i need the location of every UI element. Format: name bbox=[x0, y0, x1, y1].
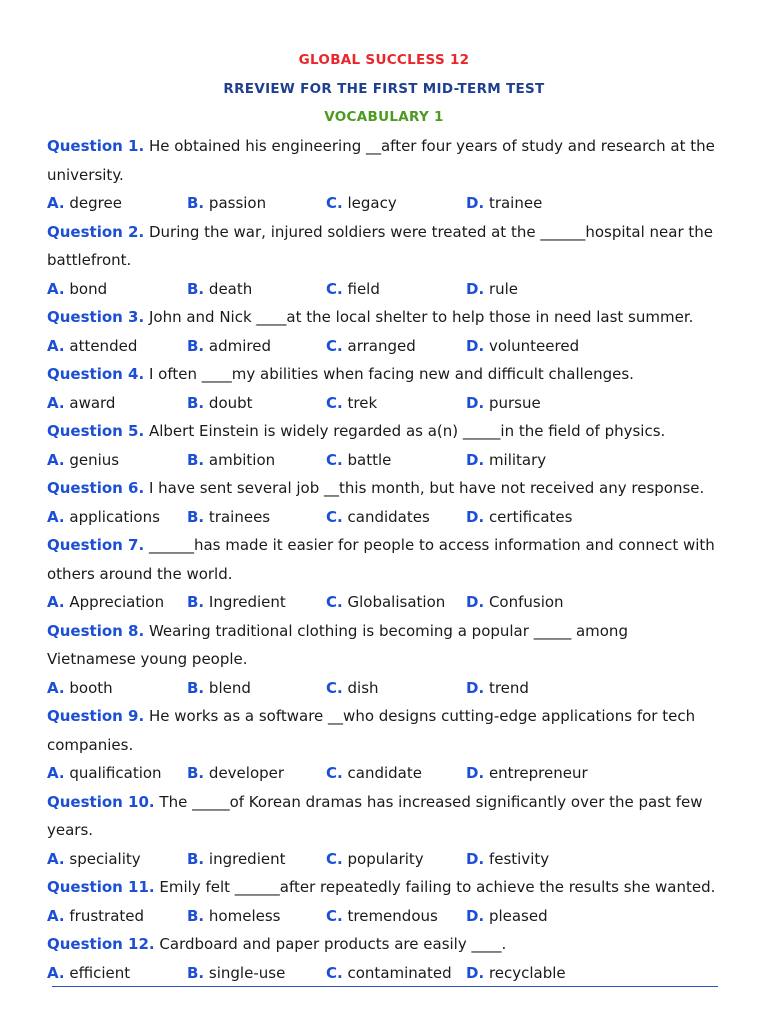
question-stem-continued bbox=[47, 820, 737, 840]
option-text: attended bbox=[69, 336, 138, 355]
question-stem bbox=[47, 478, 737, 498]
option-text: popularity bbox=[347, 849, 424, 868]
question-stem bbox=[47, 621, 737, 641]
question-number: Question 12. bbox=[47, 935, 155, 953]
option-letter: A. bbox=[47, 906, 65, 925]
question-number: Question 4. bbox=[47, 365, 145, 383]
option-letter: A. bbox=[47, 507, 65, 526]
question-text: He obtained his engineering __after four years of study and research at the bbox=[148, 137, 715, 155]
answer-option[interactable] bbox=[326, 906, 438, 926]
option-letter: B. bbox=[187, 507, 205, 526]
question-number: Question 1. bbox=[47, 137, 145, 155]
question-stem-continued bbox=[47, 165, 737, 185]
answer-option[interactable] bbox=[47, 279, 107, 299]
answer-option[interactable] bbox=[466, 963, 566, 983]
answer-option[interactable] bbox=[47, 849, 141, 869]
option-text: genius bbox=[69, 450, 120, 469]
answer-option[interactable] bbox=[466, 906, 548, 926]
question-stem bbox=[47, 364, 737, 384]
answer-option[interactable] bbox=[466, 849, 549, 869]
option-letter: A. bbox=[47, 678, 65, 697]
answer-option[interactable] bbox=[326, 507, 430, 527]
question-text: Vietnamese young people. bbox=[47, 650, 248, 668]
option-text: homeless bbox=[208, 906, 281, 925]
question-number: Question 3. bbox=[47, 308, 145, 326]
option-text: arranged bbox=[347, 336, 416, 355]
question-text: battlefront. bbox=[47, 251, 132, 269]
question-text: Emily felt ______after repeatedly failing to achieve the results she wanted. bbox=[159, 878, 716, 896]
option-text: admired bbox=[208, 336, 272, 355]
question-number: Question 7. bbox=[47, 536, 145, 554]
answer-option[interactable] bbox=[466, 279, 518, 299]
option-letter: C. bbox=[326, 849, 343, 868]
option-text: field bbox=[347, 279, 380, 298]
question-stem bbox=[47, 792, 737, 812]
option-letter: B. bbox=[187, 393, 205, 412]
answer-option[interactable] bbox=[326, 678, 379, 698]
option-text: Appreciation bbox=[69, 593, 165, 611]
question-number: Question 5. bbox=[47, 422, 145, 440]
option-text: qualification bbox=[69, 764, 162, 782]
question-stem-continued bbox=[47, 735, 737, 755]
question-text: Wearing traditional clothing is becoming a popular _____ among bbox=[148, 621, 628, 640]
option-letter: A. bbox=[47, 593, 65, 611]
answer-option[interactable] bbox=[466, 393, 541, 413]
answer-option[interactable] bbox=[47, 450, 119, 470]
option-letter: C. bbox=[326, 593, 343, 611]
option-letter: C. bbox=[326, 393, 343, 412]
answer-option[interactable] bbox=[47, 507, 160, 527]
question-text: I have sent several job __this month, but have not received any response. bbox=[148, 479, 705, 497]
option-letter: C. bbox=[326, 906, 343, 925]
answer-option[interactable] bbox=[47, 763, 162, 783]
option-text: Ingredient bbox=[208, 593, 286, 611]
question-number: Question 9. bbox=[47, 707, 145, 725]
option-text: festivity bbox=[488, 849, 550, 868]
option-letter: D. bbox=[466, 393, 485, 412]
option-text: ambition bbox=[208, 450, 276, 469]
option-letter: B. bbox=[187, 963, 205, 982]
option-text: trek bbox=[347, 393, 378, 412]
page-title: GLOBAL SUCCLESS 12 bbox=[298, 52, 470, 68]
option-text: Globalisation bbox=[347, 593, 446, 611]
answer-option[interactable] bbox=[326, 279, 380, 299]
option-letter: B. bbox=[187, 194, 205, 212]
option-text: battle bbox=[347, 450, 392, 469]
answer-option[interactable] bbox=[47, 678, 113, 698]
option-text: death bbox=[208, 279, 253, 298]
answer-option[interactable] bbox=[187, 336, 271, 356]
option-letter: B. bbox=[187, 906, 205, 925]
answer-option[interactable] bbox=[466, 193, 542, 213]
option-letter: A. bbox=[47, 336, 65, 355]
question-stem-continued bbox=[47, 649, 737, 669]
option-letter: C. bbox=[326, 678, 343, 697]
option-letter: D. bbox=[466, 849, 485, 868]
option-text: candidates bbox=[347, 507, 430, 526]
answer-option[interactable] bbox=[187, 963, 285, 983]
option-text: ingredient bbox=[208, 849, 286, 868]
option-text: doubt bbox=[208, 393, 253, 412]
answer-option[interactable] bbox=[466, 507, 572, 527]
question-text: ______has made it easier for people to access information and connect with bbox=[148, 536, 715, 554]
option-text: volunteered bbox=[488, 336, 580, 355]
answer-option[interactable] bbox=[466, 336, 579, 356]
answer-option[interactable] bbox=[187, 507, 270, 527]
footer-divider bbox=[52, 986, 718, 987]
option-text: recyclable bbox=[488, 963, 566, 982]
option-letter: B. bbox=[187, 849, 205, 868]
answer-option[interactable] bbox=[466, 678, 529, 698]
answer-option[interactable] bbox=[47, 193, 122, 213]
option-text: speciality bbox=[69, 849, 141, 868]
question-stem-continued bbox=[47, 250, 737, 270]
option-letter: D. bbox=[466, 507, 485, 526]
option-letter: D. bbox=[466, 279, 485, 298]
answer-option[interactable] bbox=[187, 450, 275, 470]
answer-option[interactable] bbox=[326, 849, 424, 869]
question-stem bbox=[47, 535, 737, 555]
option-letter: C. bbox=[326, 450, 343, 469]
option-text: pursue bbox=[488, 393, 541, 412]
option-text: efficient bbox=[69, 963, 131, 982]
answer-option[interactable] bbox=[466, 763, 588, 783]
question-text: others around the world. bbox=[47, 564, 233, 583]
question-stem bbox=[47, 934, 737, 954]
option-letter: A. bbox=[47, 450, 65, 469]
answer-option[interactable] bbox=[326, 763, 422, 783]
option-letter: C. bbox=[326, 764, 343, 782]
question-stem bbox=[47, 706, 737, 726]
option-text: booth bbox=[69, 678, 113, 697]
page-subtitle: RREVIEW FOR THE FIRST MID-TERM TEST bbox=[223, 81, 545, 97]
answer-option[interactable] bbox=[47, 906, 144, 926]
option-letter: A. bbox=[47, 963, 65, 982]
question-number: Question 11. bbox=[47, 878, 155, 896]
option-text: Confusion bbox=[488, 593, 564, 611]
option-text: trainee bbox=[488, 194, 543, 212]
option-letter: B. bbox=[187, 678, 205, 697]
option-letter: A. bbox=[47, 393, 65, 412]
option-letter: A. bbox=[47, 849, 65, 868]
option-letter: D. bbox=[466, 678, 485, 697]
answer-option[interactable] bbox=[326, 592, 445, 612]
option-letter: B. bbox=[187, 593, 205, 611]
question-stem bbox=[47, 877, 737, 897]
answer-option[interactable] bbox=[466, 592, 564, 612]
question-text: Cardboard and paper products are easily ____. bbox=[159, 935, 507, 953]
question-text: He works as a software __who designs cutting-edge applications for tech bbox=[148, 707, 696, 725]
option-letter: D. bbox=[466, 194, 485, 212]
answer-option[interactable] bbox=[187, 678, 251, 698]
option-text: bond bbox=[69, 279, 108, 298]
option-text: tremendous bbox=[347, 906, 438, 925]
option-letter: A. bbox=[47, 194, 65, 212]
option-text: contaminated bbox=[347, 963, 452, 982]
answer-option[interactable] bbox=[326, 393, 377, 413]
option-letter: B. bbox=[187, 450, 205, 469]
answer-option[interactable] bbox=[187, 592, 286, 612]
question-stem bbox=[47, 136, 737, 156]
answer-option[interactable] bbox=[47, 963, 130, 983]
option-text: applications bbox=[69, 507, 160, 526]
option-letter: B. bbox=[187, 279, 205, 298]
question-text: The _____of Korean dramas has increased significantly over the past few bbox=[159, 792, 703, 811]
option-text: trainees bbox=[208, 507, 271, 526]
question-text: During the war, injured soldiers were treated at the ______hospital near the bbox=[148, 222, 714, 241]
question-text: I often ____my abilities when facing new and difficult challenges. bbox=[148, 365, 634, 383]
question-stem-continued bbox=[47, 564, 737, 584]
answer-option[interactable] bbox=[187, 763, 284, 783]
option-letter: C. bbox=[326, 963, 343, 982]
answer-option[interactable] bbox=[47, 393, 115, 413]
option-text: passion bbox=[208, 194, 267, 212]
answer-option[interactable] bbox=[187, 906, 280, 926]
question-number: Question 8. bbox=[47, 621, 145, 640]
option-text: pleased bbox=[488, 906, 548, 925]
option-text: degree bbox=[69, 194, 122, 212]
question-text: university. bbox=[47, 165, 124, 184]
answer-option[interactable] bbox=[187, 193, 266, 213]
option-text: legacy bbox=[347, 194, 397, 212]
option-letter: C. bbox=[326, 507, 343, 526]
question-text: companies. bbox=[47, 735, 134, 754]
option-text: certificates bbox=[488, 507, 573, 526]
answer-option[interactable] bbox=[187, 849, 286, 869]
question-stem bbox=[47, 421, 737, 441]
option-letter: C. bbox=[326, 279, 343, 298]
option-letter: D. bbox=[466, 906, 485, 925]
option-text: candidate bbox=[347, 764, 422, 782]
question-text: Albert Einstein is widely regarded as a(n) _____in the field of physics. bbox=[148, 422, 666, 440]
option-letter: A. bbox=[47, 764, 65, 782]
answer-option[interactable] bbox=[326, 336, 416, 356]
option-text: award bbox=[69, 393, 116, 412]
answer-option[interactable] bbox=[466, 450, 546, 470]
option-text: frustrated bbox=[69, 906, 145, 925]
answer-option[interactable] bbox=[326, 450, 391, 470]
section-title: VOCABULARY 1 bbox=[324, 109, 444, 125]
option-text: rule bbox=[488, 279, 519, 298]
question-number: Question 2. bbox=[47, 222, 145, 241]
option-letter: D. bbox=[466, 963, 485, 982]
answer-option[interactable] bbox=[47, 592, 164, 612]
option-letter: D. bbox=[466, 593, 485, 611]
option-text: military bbox=[488, 450, 547, 469]
answer-option[interactable] bbox=[326, 963, 452, 983]
question-text: John and Nick ____at the local shelter to help those in need last summer. bbox=[148, 308, 694, 326]
question-text: years. bbox=[47, 821, 94, 839]
option-text: trend bbox=[488, 678, 529, 697]
option-letter: C. bbox=[326, 194, 343, 212]
option-letter: D. bbox=[466, 450, 485, 469]
question-number: Question 6. bbox=[47, 479, 145, 497]
answer-option[interactable] bbox=[326, 193, 397, 213]
option-letter: D. bbox=[466, 336, 485, 355]
option-text: single-use bbox=[208, 963, 286, 982]
option-letter: B. bbox=[187, 336, 205, 355]
option-letter: B. bbox=[187, 764, 205, 782]
answer-option[interactable] bbox=[187, 279, 252, 299]
answer-option[interactable] bbox=[47, 336, 137, 356]
question-stem bbox=[47, 222, 737, 242]
answer-option[interactable] bbox=[187, 393, 253, 413]
question-stem bbox=[47, 307, 737, 327]
option-letter: A. bbox=[47, 279, 65, 298]
option-letter: C. bbox=[326, 336, 343, 355]
option-text: blend bbox=[208, 678, 251, 697]
option-text: entrepreneur bbox=[488, 764, 588, 782]
option-text: developer bbox=[208, 764, 285, 782]
option-text: dish bbox=[347, 678, 379, 697]
option-letter: D. bbox=[466, 764, 485, 782]
question-number: Question 10. bbox=[47, 792, 155, 811]
